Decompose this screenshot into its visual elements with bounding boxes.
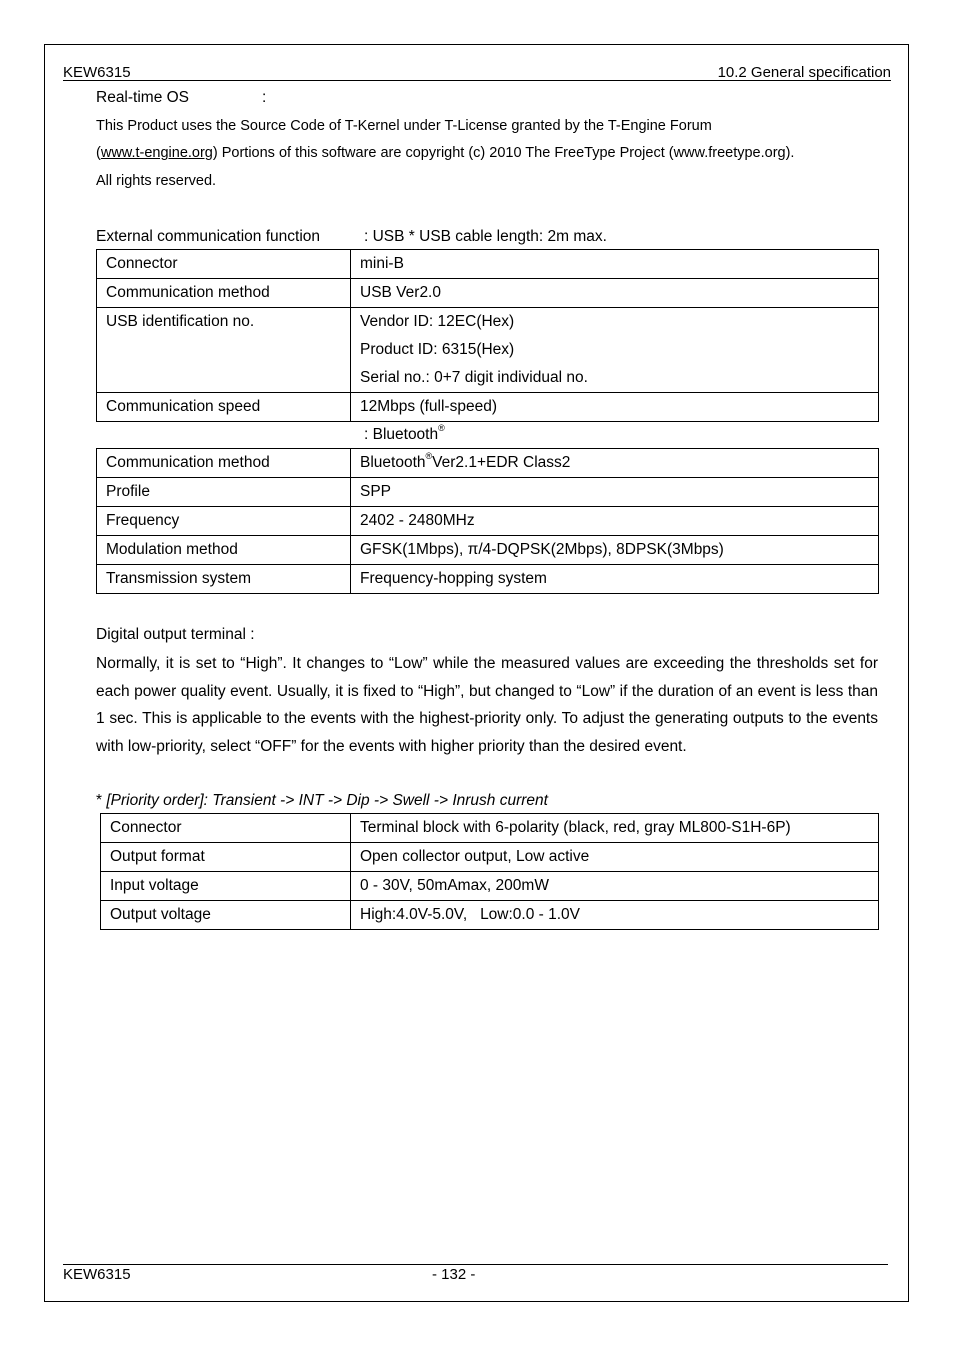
usb-value-method: USB Ver2.0 <box>351 279 879 308</box>
table-row <box>97 565 879 594</box>
rtos-line-1: This Product uses the Source Code of T-Kernel under T-License granted by the T-Engine Forum <box>96 118 712 134</box>
t-engine-link[interactable]: www.t-engine.org <box>100 145 213 161</box>
do-value-connector: Terminal block with 6-polarity (black, red, gray ML800-S1H-6P) <box>351 814 879 843</box>
rtos-label-line <box>96 89 267 107</box>
usb-value-id <box>351 308 879 393</box>
table-row <box>101 872 879 901</box>
do-key-output-voltage: Output voltage <box>101 901 351 930</box>
registered-mark: ® <box>425 450 433 461</box>
bluetooth-heading-text: : Bluetooth <box>364 426 439 443</box>
usb-key-id: USB identification no. <box>97 308 351 393</box>
digital-output-label: Digital output terminal : <box>96 626 255 643</box>
bt-key-method: Communication method <box>97 449 351 478</box>
usb-value-speed: 12Mbps (full-speed) <box>351 393 879 422</box>
table-row <box>97 393 879 422</box>
bt-key-profile: Profile <box>97 478 351 507</box>
usb-value-connector: mini-B <box>351 250 879 279</box>
digital-output-table <box>100 813 879 930</box>
header-rule <box>63 80 891 81</box>
usb-serial-no: Serial no.: 0+7 digit individual no. <box>360 369 588 386</box>
bt-value-frequency: 2402 - 2480MHz <box>351 507 879 536</box>
table-row <box>97 478 879 507</box>
table-row <box>97 250 879 279</box>
footer-doc-id: KEW6315 <box>63 1266 131 1283</box>
table-row <box>97 308 879 393</box>
do-value-input-voltage: 0 - 30V, 50mAmax, 200mW <box>351 872 879 901</box>
bt-value-modulation: GFSK(1Mbps), π/4-DQPSK(2Mbps), 8DPSK(3Mbps) <box>351 536 879 565</box>
do-key-input-voltage: Input voltage <box>101 872 351 901</box>
table-row <box>101 843 879 872</box>
rtos-line-2-rest: ) Portions of this software are copyright (c) 2010 The FreeType Project (www.freetype.org). <box>212 145 795 161</box>
bluetooth-spec-table <box>96 448 879 594</box>
bt-value-method-post: Ver2.1+EDR Class2 <box>432 454 571 471</box>
footer-rule <box>63 1264 888 1265</box>
do-value-output-voltage: High:4.0V-5.0V, Low:0.0 - 1.0V <box>351 901 879 930</box>
header-doc-id: KEW6315 <box>63 64 131 81</box>
table-row <box>97 449 879 478</box>
bt-key-transmission: Transmission system <box>97 565 351 594</box>
bt-key-frequency: Frequency <box>97 507 351 536</box>
do-key-connector: Connector <box>101 814 351 843</box>
table-row <box>97 279 879 308</box>
digital-output-paragraph: Normally, it is set to “High”. It changes to “Low” while the measured values are exceeding the thresholds set for each power quality event. Usually, it is fixed to “High”, but changed to “Low” if the duration of an event is less than 1 sec. This is applicable to the events with the highest-priority only. To adjust the generating outputs to the events with low-priority, select “OFF” for the events with higher priority than the desired event. <box>96 655 878 756</box>
header-section-title: 10.2 General specification <box>717 64 891 81</box>
bluetooth-heading <box>364 422 445 444</box>
bt-value-method <box>351 449 879 478</box>
priority-order: [Priority order]: Transient -> INT -> Dip -> Swell -> Inrush current <box>106 792 548 809</box>
usb-product-id: Product ID: 6315(Hex) <box>360 341 515 358</box>
rtos-line-3: All rights reserved. <box>96 173 217 189</box>
page-number: - 132 - <box>432 1266 476 1283</box>
do-key-output-format: Output format <box>101 843 351 872</box>
usb-key-speed: Communication speed <box>97 393 351 422</box>
priority-note <box>96 792 548 810</box>
rtos-label: Real-time OS <box>96 89 190 106</box>
usb-spec-table <box>96 249 879 422</box>
bt-key-modulation: Modulation method <box>97 536 351 565</box>
usb-key-connector: Connector <box>97 250 351 279</box>
table-row <box>97 536 879 565</box>
rtos-line-2 <box>96 145 794 161</box>
table-row <box>97 507 879 536</box>
rtos-line-2-open: ( <box>96 145 101 161</box>
usb-key-method: Communication method <box>97 279 351 308</box>
bt-value-transmission: Frequency-hopping system <box>351 565 879 594</box>
registered-mark: ® <box>438 422 445 433</box>
do-value-output-format: Open collector output, Low active <box>351 843 879 872</box>
table-row <box>101 901 879 930</box>
table-row <box>101 814 879 843</box>
usb-heading: : USB * USB cable length: 2m max. <box>364 228 607 245</box>
bt-value-profile: SPP <box>351 478 879 507</box>
usb-vendor-id: Vendor ID: 12EC(Hex) <box>360 313 515 330</box>
rtos-colon: : <box>262 89 267 106</box>
ext-comm-label: External communication function <box>96 228 321 245</box>
bt-value-method-pre: Bluetooth <box>360 454 426 471</box>
priority-star: * <box>96 792 107 809</box>
